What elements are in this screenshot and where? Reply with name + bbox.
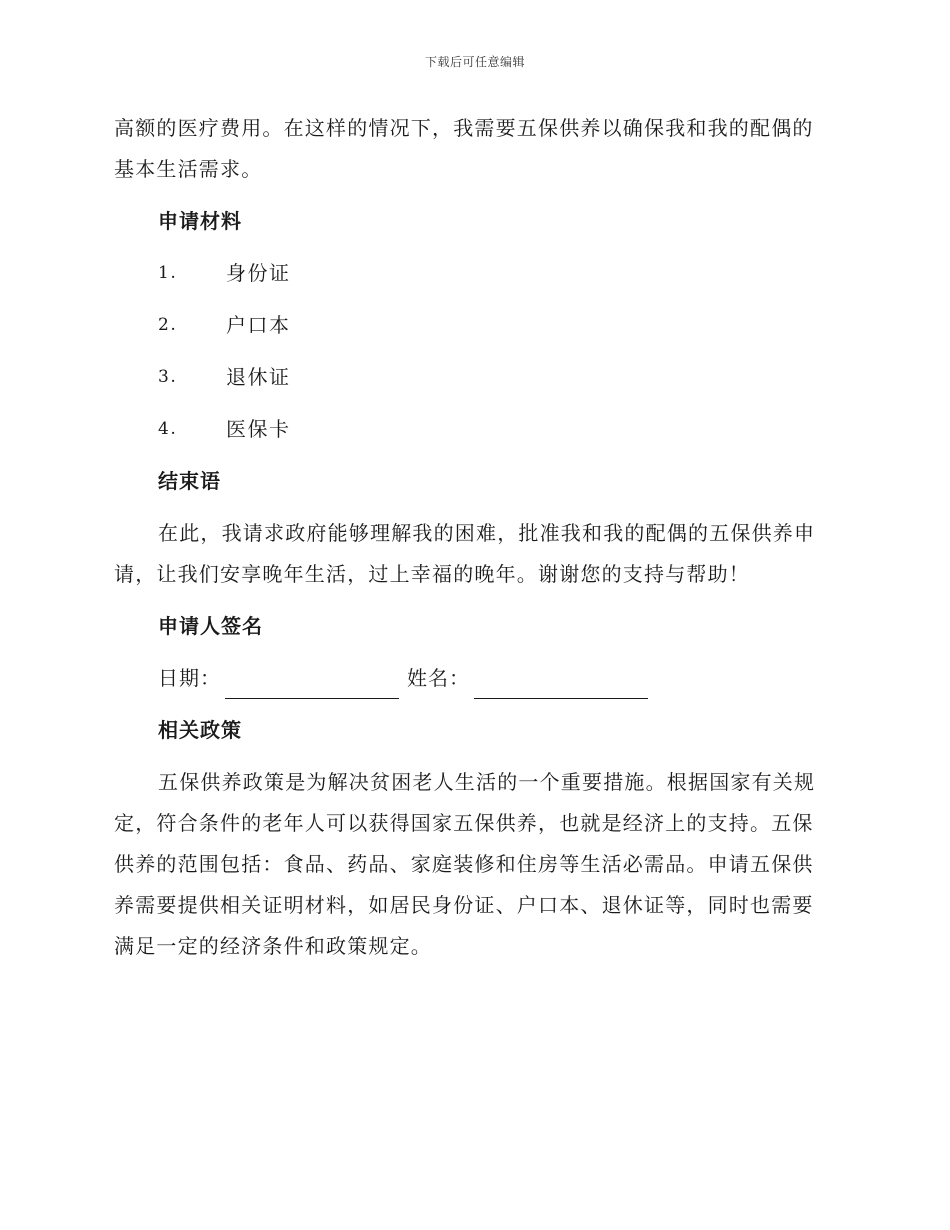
list-item-number: 1. — [158, 263, 178, 283]
policy-section — [114, 710, 830, 967]
list-item — [158, 253, 830, 305]
closing-text: 在此，我请求政府能够理解我的困难，批准我和我的配偶的五保供养申请，让我们安享晚年生活，过上幸福的晚年。谢谢您的支持与帮助！ — [114, 521, 816, 586]
list-item — [158, 409, 830, 461]
document-body — [114, 108, 830, 967]
list-item-text: 身份证 — [226, 261, 291, 285]
materials-list — [158, 253, 830, 461]
list-item-text: 医保卡 — [226, 417, 291, 441]
signature-section — [114, 606, 830, 699]
intro-continuation: 高额的医疗费用。在这样的情况下，我需要五保供养以确保我和我的配偶的基本生活需求。 — [114, 116, 814, 181]
date-blank[interactable] — [225, 670, 399, 699]
name-label: 姓名： — [407, 666, 470, 690]
list-item-text: 户口本 — [226, 313, 291, 337]
list-item-number: 3. — [158, 367, 178, 387]
closing-heading: 结束语 — [158, 469, 221, 493]
name-blank[interactable] — [474, 670, 648, 699]
materials-section — [114, 201, 830, 461]
list-item-number: 4. — [158, 419, 178, 439]
list-item-text: 退休证 — [226, 365, 291, 389]
policy-text: 五保供养政策是为解决贫困老人生活的一个重要措施。根据国家有关规定，符合条件的老年人可以获得国家五保供养，也就是经济上的支持。五保供养的范围包括：食品、药品、家庭装修和住房等生活必需品。申请五保供养需要提供相关证明材料，如居民身份证、户口本、退休证等，同时也需要满足一定的经济条件和政策规定。 — [114, 770, 816, 958]
signature-line — [158, 658, 830, 699]
header-note: 下载后可任意编辑 — [424, 55, 525, 69]
materials-heading: 申请材料 — [158, 209, 242, 233]
closing-section — [114, 461, 830, 595]
signature-heading: 申请人签名 — [158, 614, 263, 638]
date-label: 日期： — [158, 666, 221, 690]
list-item — [158, 357, 830, 409]
list-item — [158, 305, 830, 357]
policy-heading: 相关政策 — [158, 718, 242, 742]
list-item-number: 2. — [158, 315, 178, 335]
